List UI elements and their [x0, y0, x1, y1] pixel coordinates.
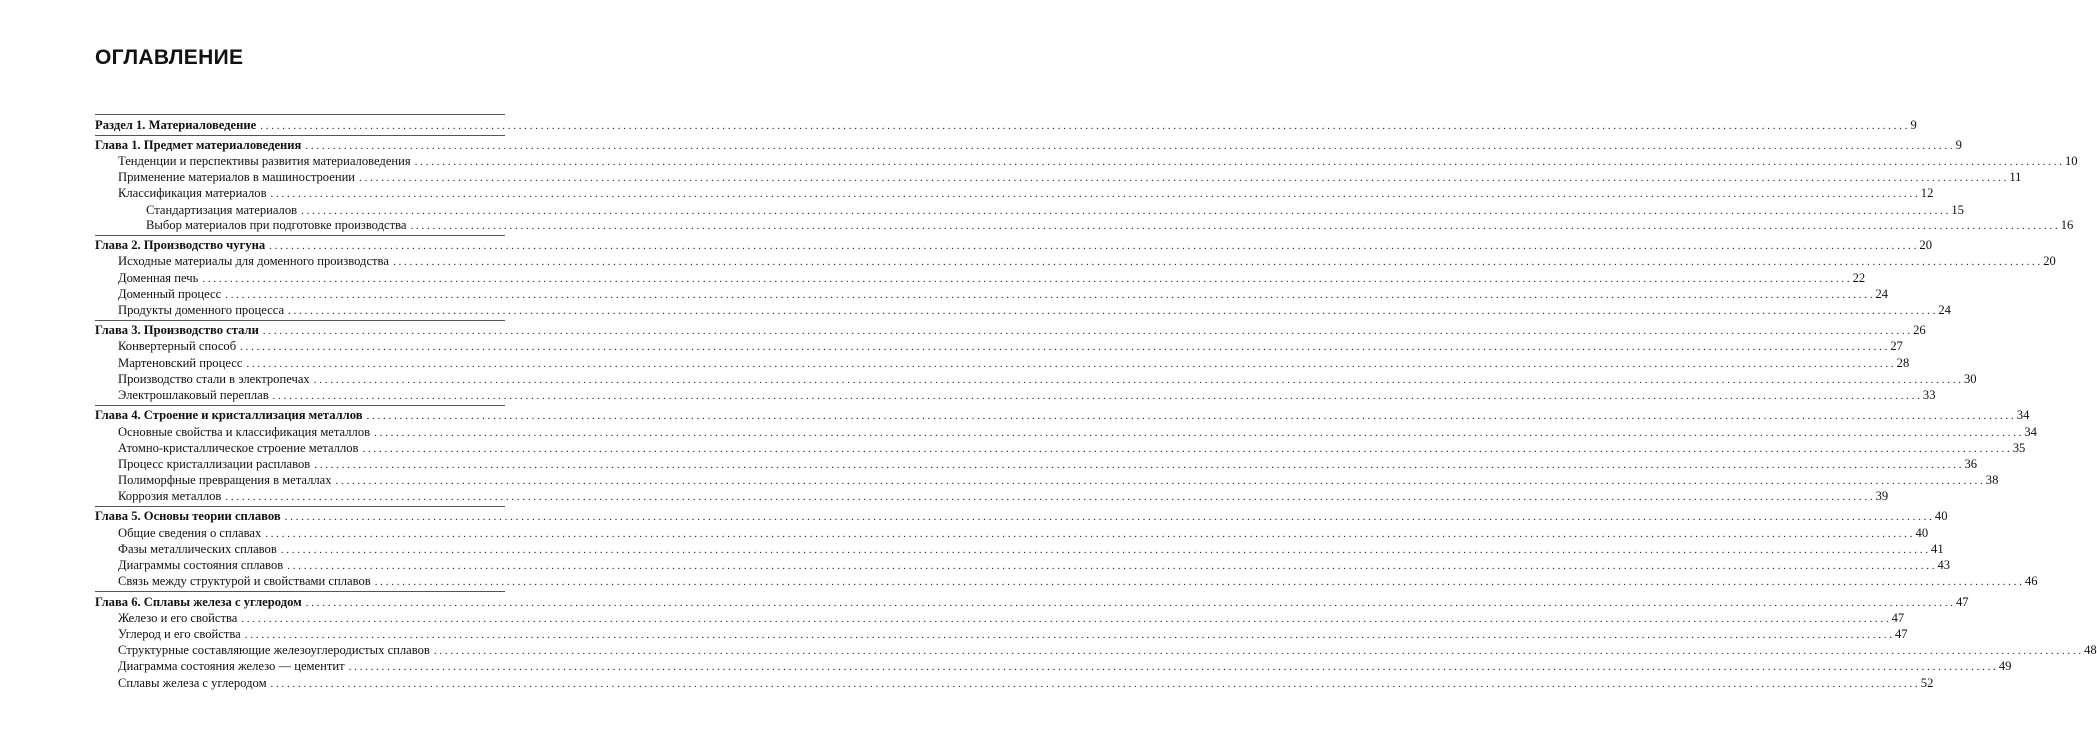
- toc-entry-title: Производство стали в электропечах: [118, 372, 310, 386]
- dot-leader: . . . . . . . . . . . . . . . . . . . . . . . . . . . . . . . . . . . . . . . . . . . . . . . . . . . . . . . . . . . . . . . . . . . . . . . . . . . . . . . . . . . . . . . . . . . . . . . . . . . . . . . . . . . . . . . . . . . . . . . . . . . . . . . . . . . . . . . . . . . . . . . . . . . . . . . . . . . . . . . . . . . . . . . . . . . . . . . . . . . . . . . . . . . . . . . . . . . . . . . . . . . . . . . . . . . . . . . . . . . . . . . . . . . . . . . . . . . . . . . . . . . . . . . . . . . . . . . . . . . . . . . . . . . . . . . . . . . . . . . . . . . . . . . . . . . . . . . . . . . .: [414, 156, 2062, 168]
- toc-entry-page: 10: [2064, 154, 2078, 168]
- toc-entry-title: Общие сведения о сплавах: [118, 526, 262, 540]
- toc-entry-page: 48: [2084, 643, 2097, 657]
- toc-entry-page: 30: [1963, 372, 1977, 386]
- toc-entry-page: 16: [2060, 218, 2074, 232]
- toc-entry-page: 27: [1890, 339, 1903, 353]
- dot-leader: . . . . . . . . . . . . . . . . . . . . . . . . . . . . . . . . . . . . . . . . . . . . . . . . . . . . . . . . . . . . . . . . . . . . . . . . . . . . . . . . . . . . . . . . . . . . . . . . . . . . . . . . . . . . . . . . . . . . . . . . . . . . . . . . . . . . . . . . . . . . . . . . . . . . . . . . . . . . . . . . . . . . . . . . . . . . . . . . . . . . . . . . . . . . . . . . . . . . . . . . . . . . . . . . . . . . . . . . . . . . . . . . . . . . . . . . . . . . . . . . . . . . . . . . . . . . . . . . . . . . . . . . . . . . . . . . . . . . . . . . . . . . . . . . . . . . . . . . . . . .: [374, 576, 2022, 588]
- toc-entry[interactable]: [118, 183, 1934, 201]
- toc-entry-title: Глава 3. Производство стали: [95, 323, 259, 337]
- toc-entry[interactable]: [118, 486, 1889, 504]
- dot-leader: . . . . . . . . . . . . . . . . . . . . . . . . . . . . . . . . . . . . . . . . . . . . . . . . . . . . . . . . . . . . . . . . . . . . . . . . . . . . . . . . . . . . . . . . . . . . . . . . . . . . . . . . . . . . . . . . . . . . . . . . . . . . . . . . . . . . . . . . . . . . . . . . . . . . . . . . . . . . . . . . . . . . . . . . . . . . . . . . . . . . . . . . . . . . . . . . . . . . . . . . . . . . . . . . . . . . . . . . . . . . . . . . . . . . . . . . . . . . . . . . . . . . . . . . . . . . . . . . . . . . . . . . . . . . . . . . . . . . . . . . . . . . . . . . . . . . . . . . . . . .: [284, 511, 1932, 523]
- dot-leader: . . . . . . . . . . . . . . . . . . . . . . . . . . . . . . . . . . . . . . . . . . . . . . . . . . . . . . . . . . . . . . . . . . . . . . . . . . . . . . . . . . . . . . . . . . . . . . . . . . . . . . . . . . . . . . . . . . . . . . . . . . . . . . . . . . . . . . . . . . . . . . . . . . . . . . . . . . . . . . . . . . . . . . . . . . . . . . . . . . . . . . . . . . . . . . . . . . . . . . . . . . . . . . . . . . . . . . . . . . . . . . . . . . . . . . . . . . . . . . . . . . . . . . . . . . . . . . . . . . . . . . . . . . . . . . . . . . . . . . . . . . . . . . . . . . . . . . . . . . . .: [392, 256, 2041, 268]
- toc-entry-page: 47: [1955, 595, 1969, 609]
- toc-entry[interactable]: [95, 506, 1948, 524]
- toc-entry-title: Раздел 1. Материаловедение: [95, 118, 257, 132]
- dot-leader: . . . . . . . . . . . . . . . . . . . . . . . . . . . . . . . . . . . . . . . . . . . . . . . . . . . . . . . . . . . . . . . . . . . . . . . . . . . . . . . . . . . . . . . . . . . . . . . . . . . . . . . . . . . . . . . . . . . . . . . . . . . . . . . . . . . . . . . . . . . . . . . . . . . . . . . . . . . . . . . . . . . . . . . . . . . . . . . . . . . . . . . . . . . . . . . . . . . . . . . . . . . . . . . . . . . . . . . . . . . . . . . . . . . . . . . . . . . . . . . . . . . . . . . . . . . . . . . . . . . . . . . . . . . . . . . . . . . . . . . . . . . . . . . . . . . . . . . . . . . .: [288, 305, 1936, 317]
- toc-entry-page: 28: [1896, 356, 1910, 370]
- toc-entry-page: 26: [1913, 323, 1926, 337]
- dot-leader: . . . . . . . . . . . . . . . . . . . . . . . . . . . . . . . . . . . . . . . . . . . . . . . . . . . . . . . . . . . . . . . . . . . . . . . . . . . . . . . . . . . . . . . . . . . . . . . . . . . . . . . . . . . . . . . . . . . . . . . . . . . . . . . . . . . . . . . . . . . . . . . . . . . . . . . . . . . . . . . . . . . . . . . . . . . . . . . . . . . . . . . . . . . . . . . . . . . . . . . . . . . . . . . . . . . . . . . . . . . . . . . . . . . . . . . . . . . . . . . . . . . . . . . . . . . . . . . . . . . . . . . . . . . . . . . . . . . . . . . . . . . . . . . . . . . . . . . . . . . .: [202, 273, 1850, 285]
- dot-leader: . . . . . . . . . . . . . . . . . . . . . . . . . . . . . . . . . . . . . . . . . . . . . . . . . . . . . . . . . . . . . . . . . . . . . . . . . . . . . . . . . . . . . . . . . . . . . . . . . . . . . . . . . . . . . . . . . . . . . . . . . . . . . . . . . . . . . . . . . . . . . . . . . . . . . . . . . . . . . . . . . . . . . . . . . . . . . . . . . . . . . . . . . . . . . . . . . . . . . . . . . . . . . . . . . . . . . . . . . . . . . . . . . . . . . . . . . . . . . . . . . . . . . . . . . . . . . . . . . . . . . . . . . . . . . . . . . . . . . . . . . . . . . . . . . . . . . . . . . . . .: [374, 427, 2022, 439]
- toc-entry-title: Глава 1. Предмет материаловедения: [95, 138, 302, 152]
- toc-entry-page: 43: [1937, 558, 1951, 572]
- dot-leader: . . . . . . . . . . . . . . . . . . . . . . . . . . . . . . . . . . . . . . . . . . . . . . . . . . . . . . . . . . . . . . . . . . . . . . . . . . . . . . . . . . . . . . . . . . . . . . . . . . . . . . . . . . . . . . . . . . . . . . . . . . . . . . . . . . . . . . . . . . . . . . . . . . . . . . . . . . . . . . . . . . . . . . . . . . . . . . . . . . . . . . . . . . . . . . . . . . . . . . . . . . . . . . . . . . . . . . . . . . . . . . . . . . . . . . . . . . . . . . . . . . . . . . . . . . . . . . . . . . . . . . . . . . . . . . . . . . . . . . . . . . . . . . . . . . . . . . . . . . . .: [314, 459, 1962, 471]
- toc-entry-title: Коррозия металлов: [118, 489, 222, 503]
- dot-leader: . . . . . . . . . . . . . . . . . . . . . . . . . . . . . . . . . . . . . . . . . . . . . . . . . . . . . . . . . . . . . . . . . . . . . . . . . . . . . . . . . . . . . . . . . . . . . . . . . . . . . . . . . . . . . . . . . . . . . . . . . . . . . . . . . . . . . . . . . . . . . . . . . . . . . . . . . . . . . . . . . . . . . . . . . . . . . . . . . . . . . . . . . . . . . . . . . . . . . . . . . . . . . . . . . . . . . . . . . . . . . . . . . . . . . . . . . . . . . . . . . . . . . . . . . . . . . . . . . . . . . . . . . . . . . . . . . . . . . . . . . . . . . . . . . . . . . . . . . . . .: [313, 374, 1961, 386]
- dot-leader: . . . . . . . . . . . . . . . . . . . . . . . . . . . . . . . . . . . . . . . . . . . . . . . . . . . . . . . . . . . . . . . . . . . . . . . . . . . . . . . . . . . . . . . . . . . . . . . . . . . . . . . . . . . . . . . . . . . . . . . . . . . . . . . . . . . . . . . . . . . . . . . . . . . . . . . . . . . . . . . . . . . . . . . . . . . . . . . . . . . . . . . . . . . . . . . . . . . . . . . . . . . . . . . . . . . . . . . . . . . . . . . . . . . . . . . . . . . . . . . . . . . . . . . . . . . . . . . . . . . . . . . . . . . . . . . . . . . . . . . . . . . . . . . . . . . . . . . . . . . .: [433, 645, 2082, 657]
- dot-leader: . . . . . . . . . . . . . . . . . . . . . . . . . . . . . . . . . . . . . . . . . . . . . . . . . . . . . . . . . . . . . . . . . . . . . . . . . . . . . . . . . . . . . . . . . . . . . . . . . . . . . . . . . . . . . . . . . . . . . . . . . . . . . . . . . . . . . . . . . . . . . . . . . . . . . . . . . . . . . . . . . . . . . . . . . . . . . . . . . . . . . . . . . . . . . . . . . . . . . . . . . . . . . . . . . . . . . . . . . . . . . . . . . . . . . . . . . . . . . . . . . . . . . . . . . . . . . . . . . . . . . . . . . . . . . . . . . . . . . . . . . . . . . . . . . . . . . . . . . . . .: [335, 475, 1983, 487]
- toc-entry[interactable]: [118, 336, 1903, 354]
- toc-entry-page: 9: [1955, 138, 1962, 152]
- toc-entry-page: 52: [1920, 676, 1934, 690]
- toc-entry-page: 36: [1964, 457, 1978, 471]
- toc-entry-title: Сплавы железа с углеродом: [118, 676, 267, 690]
- dot-leader: . . . . . . . . . . . . . . . . . . . . . . . . . . . . . . . . . . . . . . . . . . . . . . . . . . . . . . . . . . . . . . . . . . . . . . . . . . . . . . . . . . . . . . . . . . . . . . . . . . . . . . . . . . . . . . . . . . . . . . . . . . . . . . . . . . . . . . . . . . . . . . . . . . . . . . . . . . . . . . . . . . . . . . . . . . . . . . . . . . . . . . . . . . . . . . . . . . . . . . . . . . . . . . . . . . . . . . . . . . . . . . . . . . . . . . . . . . . . . . . . . . . . . . . . . . . . . . . . . . . . . . . . . . . . . . . . . . . . . . . . . . . . . . . . . . . . . . . . . . . .: [348, 661, 1996, 673]
- toc-entry-title: Мартеновский процесс: [118, 356, 243, 370]
- dot-leader: . . . . . . . . . . . . . . . . . . . . . . . . . . . . . . . . . . . . . . . . . . . . . . . . . . . . . . . . . . . . . . . . . . . . . . . . . . . . . . . . . . . . . . . . . . . . . . . . . . . . . . . . . . . . . . . . . . . . . . . . . . . . . . . . . . . . . . . . . . . . . . . . . . . . . . . . . . . . . . . . . . . . . . . . . . . . . . . . . . . . . . . . . . . . . . . . . . . . . . . . . . . . . . . . . . . . . . . . . . . . . . . . . . . . . . . . . . . . . . . . . . . . . . . . . . . . . . . . . . . . . . . . . . . . . . . . . . . . . . . . . . . . . . . . . . . . . . . . . . . .: [244, 629, 1892, 641]
- toc-entry-page: 47: [1891, 611, 1905, 625]
- toc-entry-title: Доменный процесс: [118, 287, 222, 301]
- toc-entry[interactable]: [118, 571, 2038, 589]
- dot-leader: . . . . . . . . . . . . . . . . . . . . . . . . . . . . . . . . . . . . . . . . . . . . . . . . . . . . . . . . . . . . . . . . . . . . . . . . . . . . . . . . . . . . . . . . . . . . . . . . . . . . . . . . . . . . . . . . . . . . . . . . . . . . . . . . . . . . . . . . . . . . . . . . . . . . . . . . . . . . . . . . . . . . . . . . . . . . . . . . . . . . . . . . . . . . . . . . . . . . . . . . . . . . . . . . . . . . . . . . . . . . . . . . . . . . . . . . . . . . . . . . . . . . . . . . . . . . . . . . . . . . . . . . . . . . . . . . . . . . . . . . . . . . . . . . . . . . . . . . . . . .: [272, 390, 1920, 402]
- dot-leader: . . . . . . . . . . . . . . . . . . . . . . . . . . . . . . . . . . . . . . . . . . . . . . . . . . . . . . . . . . . . . . . . . . . . . . . . . . . . . . . . . . . . . . . . . . . . . . . . . . . . . . . . . . . . . . . . . . . . . . . . . . . . . . . . . . . . . . . . . . . . . . . . . . . . . . . . . . . . . . . . . . . . . . . . . . . . . . . . . . . . . . . . . . . . . . . . . . . . . . . . . . . . . . . . . . . . . . . . . . . . . . . . . . . . . . . . . . . . . . . . . . . . . . . . . . . . . . . . . . . . . . . . . . . . . . . . . . . . . . . . . . . . . . . . . . . . . . . . . . . .: [301, 205, 1949, 217]
- toc-entry-title: Основные свойства и классификация металлов: [118, 425, 371, 439]
- dot-leader: . . . . . . . . . . . . . . . . . . . . . . . . . . . . . . . . . . . . . . . . . . . . . . . . . . . . . . . . . . . . . . . . . . . . . . . . . . . . . . . . . . . . . . . . . . . . . . . . . . . . . . . . . . . . . . . . . . . . . . . . . . . . . . . . . . . . . . . . . . . . . . . . . . . . . . . . . . . . . . . . . . . . . . . . . . . . . . . . . . . . . . . . . . . . . . . . . . . . . . . . . . . . . . . . . . . . . . . . . . . . . . . . . . . . . . . . . . . . . . . . . . . . . . . . . . . . . . . . . . . . . . . . . . . . . . . . . . . . . . . . . . . . . . . . . . . . . . . . . . . .: [287, 560, 1935, 572]
- toc-entry-title: Фазы металлических сплавов: [118, 542, 277, 556]
- toc-entry-page: 33: [1922, 388, 1936, 402]
- toc-entry-page: 39: [1875, 489, 1889, 503]
- dot-leader: . . . . . . . . . . . . . . . . . . . . . . . . . . . . . . . . . . . . . . . . . . . . . . . . . . . . . . . . . . . . . . . . . . . . . . . . . . . . . . . . . . . . . . . . . . . . . . . . . . . . . . . . . . . . . . . . . . . . . . . . . . . . . . . . . . . . . . . . . . . . . . . . . . . . . . . . . . . . . . . . . . . . . . . . . . . . . . . . . . . . . . . . . . . . . . . . . . . . . . . . . . . . . . . . . . . . . . . . . . . . . . . . . . . . . . . . . . . . . . . . . . . . . . . . . . . . . . . . . . . . . . . . . . . . . . . . . . . . . . . . . . . . . . . . . . . . . . . . . . . .: [305, 597, 1953, 609]
- toc-entry-page: 46: [2024, 574, 2038, 588]
- toc-entry-title: Глава 2. Производство чугуна: [95, 238, 266, 252]
- toc-entry-title: Исходные материалы для доменного производства: [118, 254, 389, 268]
- toc-entry[interactable]: [95, 405, 2030, 423]
- dot-leader: . . . . . . . . . . . . . . . . . . . . . . . . . . . . . . . . . . . . . . . . . . . . . . . . . . . . . . . . . . . . . . . . . . . . . . . . . . . . . . . . . . . . . . . . . . . . . . . . . . . . . . . . . . . . . . . . . . . . . . . . . . . . . . . . . . . . . . . . . . . . . . . . . . . . . . . . . . . . . . . . . . . . . . . . . . . . . . . . . . . . . . . . . . . . . . . . . . . . . . . . . . . . . . . . . . . . . . . . . . . . . . . . . . . . . . . . . . . . . . . . . . . . . . . . . . . . . . . . . . . . . . . . . . . . . . . . . . . . . . . . . . . . . . . . . . . . . . . . . . . .: [241, 613, 1889, 625]
- toc-entry-page: 34: [2024, 425, 2037, 439]
- toc-entry-page: 24: [1938, 303, 1951, 317]
- toc-entry-page: 35: [2012, 441, 2026, 455]
- dot-leader: . . . . . . . . . . . . . . . . . . . . . . . . . . . . . . . . . . . . . . . . . . . . . . . . . . . . . . . . . . . . . . . . . . . . . . . . . . . . . . . . . . . . . . . . . . . . . . . . . . . . . . . . . . . . . . . . . . . . . . . . . . . . . . . . . . . . . . . . . . . . . . . . . . . . . . . . . . . . . . . . . . . . . . . . . . . . . . . . . . . . . . . . . . . . . . . . . . . . . . . . . . . . . . . . . . . . . . . . . . . . . . . . . . . . . . . . . . . . . . . . . . . . . . . . . . . . . . . . . . . . . . . . . . . . . . . . . . . . . . . . . . . . . . . . . . . . . . . . . . . .: [362, 443, 2010, 455]
- toc-entry-title: Глава 6. Сплавы железа с углеродом: [95, 595, 302, 609]
- toc-entry-page: 34: [2016, 408, 2030, 422]
- toc-entry-title: Стандартизация материалов: [146, 203, 298, 217]
- toc-entry-title: Применение материалов в машиностроении: [118, 170, 356, 184]
- page-title: ОГЛАВЛЕНИЕ: [95, 46, 244, 69]
- dot-leader: . . . . . . . . . . . . . . . . . . . . . . . . . . . . . . . . . . . . . . . . . . . . . . . . . . . . . . . . . . . . . . . . . . . . . . . . . . . . . . . . . . . . . . . . . . . . . . . . . . . . . . . . . . . . . . . . . . . . . . . . . . . . . . . . . . . . . . . . . . . . . . . . . . . . . . . . . . . . . . . . . . . . . . . . . . . . . . . . . . . . . . . . . . . . . . . . . . . . . . . . . . . . . . . . . . . . . . . . . . . . . . . . . . . . . . . . . . . . . . . . . . . . . . . . . . . . . . . . . . . . . . . . . . . . . . . . . . . . . . . . . . . . . . . . . . . . . . . . . . . .: [270, 678, 1918, 690]
- toc-entry-title: Железо и его свойства: [118, 611, 238, 625]
- toc-entry-page: 49: [1998, 659, 2012, 673]
- toc-entry[interactable]: [118, 251, 2056, 269]
- toc-entry-title: Атомно-кристаллическое строение металлов: [118, 441, 359, 455]
- toc-entry-page: 47: [1894, 627, 1908, 641]
- toc-entry-title: Продукты доменного процесса: [118, 303, 285, 317]
- toc-entry-title: Тенденции и перспективы развития материаловедения: [118, 154, 411, 168]
- dot-leader: . . . . . . . . . . . . . . . . . . . . . . . . . . . . . . . . . . . . . . . . . . . . . . . . . . . . . . . . . . . . . . . . . . . . . . . . . . . . . . . . . . . . . . . . . . . . . . . . . . . . . . . . . . . . . . . . . . . . . . . . . . . . . . . . . . . . . . . . . . . . . . . . . . . . . . . . . . . . . . . . . . . . . . . . . . . . . . . . . . . . . . . . . . . . . . . . . . . . . . . . . . . . . . . . . . . . . . . . . . . . . . . . . . . . . . . . . . . . . . . . . . . . . . . . . . . . . . . . . . . . . . . . . . . . . . . . . . . . . . . . . . . . . . . . . . . . . . . . . . . .: [270, 188, 1918, 200]
- toc-entry-title: Полиморфные превращения в металлах: [118, 473, 332, 487]
- dot-leader: . . . . . . . . . . . . . . . . . . . . . . . . . . . . . . . . . . . . . . . . . . . . . . . . . . . . . . . . . . . . . . . . . . . . . . . . . . . . . . . . . . . . . . . . . . . . . . . . . . . . . . . . . . . . . . . . . . . . . . . . . . . . . . . . . . . . . . . . . . . . . . . . . . . . . . . . . . . . . . . . . . . . . . . . . . . . . . . . . . . . . . . . . . . . . . . . . . . . . . . . . . . . . . . . . . . . . . . . . . . . . . . . . . . . . . . . . . . . . . . . . . . . . . . . . . . . . . . . . . . . . . . . . . . . . . . . . . . . . . . . . . . . . . . . . . . . . . . . . . . .: [366, 410, 2014, 422]
- toc-entry[interactable]: [118, 673, 1934, 691]
- dot-leader: . . . . . . . . . . . . . . . . . . . . . . . . . . . . . . . . . . . . . . . . . . . . . . . . . . . . . . . . . . . . . . . . . . . . . . . . . . . . . . . . . . . . . . . . . . . . . . . . . . . . . . . . . . . . . . . . . . . . . . . . . . . . . . . . . . . . . . . . . . . . . . . . . . . . . . . . . . . . . . . . . . . . . . . . . . . . . . . . . . . . . . . . . . . . . . . . . . . . . . . . . . . . . . . . . . . . . . . . . . . . . . . . . . . . . . . . . . . . . . . . . . . . . . . . . . . . . . . . . . . . . . . . . . . . . . . . . . . . . . . . . . . . . . . . . . . . . . . . . . . .: [225, 289, 1873, 301]
- toc-entry-title: Глава 4. Строение и кристаллизация металлов: [95, 408, 363, 422]
- toc-entry-title: Структурные составляющие железоуглеродистых сплавов: [118, 643, 430, 657]
- toc-entry[interactable]: [95, 115, 1917, 133]
- toc-entry-title: Глава 5. Основы теории сплавов: [95, 509, 281, 523]
- dot-leader: . . . . . . . . . . . . . . . . . . . . . . . . . . . . . . . . . . . . . . . . . . . . . . . . . . . . . . . . . . . . . . . . . . . . . . . . . . . . . . . . . . . . . . . . . . . . . . . . . . . . . . . . . . . . . . . . . . . . . . . . . . . . . . . . . . . . . . . . . . . . . . . . . . . . . . . . . . . . . . . . . . . . . . . . . . . . . . . . . . . . . . . . . . . . . . . . . . . . . . . . . . . . . . . . . . . . . . . . . . . . . . . . . . . . . . . . . . . . . . . . . . . . . . . . . . . . . . . . . . . . . . . . . . . . . . . . . . . . . . . . . . . . . . . . . . . . . . . . . . . .: [305, 140, 1953, 152]
- dot-leader: . . . . . . . . . . . . . . . . . . . . . . . . . . . . . . . . . . . . . . . . . . . . . . . . . . . . . . . . . . . . . . . . . . . . . . . . . . . . . . . . . . . . . . . . . . . . . . . . . . . . . . . . . . . . . . . . . . . . . . . . . . . . . . . . . . . . . . . . . . . . . . . . . . . . . . . . . . . . . . . . . . . . . . . . . . . . . . . . . . . . . . . . . . . . . . . . . . . . . . . . . . . . . . . . . . . . . . . . . . . . . . . . . . . . . . . . . . . . . . . . . . . . . . . . . . . . . . . . . . . . . . . . . . . . . . . . . . . . . . . . . . . . . . . . . . . . . . . . . . . .: [280, 544, 1929, 556]
- toc-entry-title: Конвертерный способ: [118, 339, 237, 353]
- toc-entry-page: 40: [1915, 526, 1929, 540]
- toc-entry-title: Связь между структурой и свойствами сплавов: [118, 574, 371, 588]
- toc-entry-page: 11: [2009, 170, 2022, 184]
- toc-entry-title: Классификация материалов: [118, 186, 267, 200]
- toc-entry-page: 40: [1934, 509, 1948, 523]
- dot-leader: . . . . . . . . . . . . . . . . . . . . . . . . . . . . . . . . . . . . . . . . . . . . . . . . . . . . . . . . . . . . . . . . . . . . . . . . . . . . . . . . . . . . . . . . . . . . . . . . . . . . . . . . . . . . . . . . . . . . . . . . . . . . . . . . . . . . . . . . . . . . . . . . . . . . . . . . . . . . . . . . . . . . . . . . . . . . . . . . . . . . . . . . . . . . . . . . . . . . . . . . . . . . . . . . . . . . . . . . . . . . . . . . . . . . . . . . . . . . . . . . . . . . . . . . . . . . . . . . . . . . . . . . . . . . . . . . . . . . . . . . . . . . . . . . . . . . . . . . . . . .: [269, 240, 1917, 252]
- toc-entry-page: 9: [1910, 118, 1917, 132]
- dot-leader: . . . . . . . . . . . . . . . . . . . . . . . . . . . . . . . . . . . . . . . . . . . . . . . . . . . . . . . . . . . . . . . . . . . . . . . . . . . . . . . . . . . . . . . . . . . . . . . . . . . . . . . . . . . . . . . . . . . . . . . . . . . . . . . . . . . . . . . . . . . . . . . . . . . . . . . . . . . . . . . . . . . . . . . . . . . . . . . . . . . . . . . . . . . . . . . . . . . . . . . . . . . . . . . . . . . . . . . . . . . . . . . . . . . . . . . . . . . . . . . . . . . . . . . . . . . . . . . . . . . . . . . . . . . . . . . . . . . . . . . . . . . . . . . . . . . . . . . . . . . .: [262, 325, 1911, 337]
- toc-entry[interactable]: [118, 300, 1951, 318]
- dot-leader: . . . . . . . . . . . . . . . . . . . . . . . . . . . . . . . . . . . . . . . . . . . . . . . . . . . . . . . . . . . . . . . . . . . . . . . . . . . . . . . . . . . . . . . . . . . . . . . . . . . . . . . . . . . . . . . . . . . . . . . . . . . . . . . . . . . . . . . . . . . . . . . . . . . . . . . . . . . . . . . . . . . . . . . . . . . . . . . . . . . . . . . . . . . . . . . . . . . . . . . . . . . . . . . . . . . . . . . . . . . . . . . . . . . . . . . . . . . . . . . . . . . . . . . . . . . . . . . . . . . . . . . . . . . . . . . . . . . . . . . . . . . . . . . . . . . . . . . . . . . .: [246, 358, 1894, 370]
- toc-entry[interactable]: [118, 656, 2012, 674]
- toc-entry-page: 41: [1931, 542, 1944, 556]
- dot-leader: . . . . . . . . . . . . . . . . . . . . . . . . . . . . . . . . . . . . . . . . . . . . . . . . . . . . . . . . . . . . . . . . . . . . . . . . . . . . . . . . . . . . . . . . . . . . . . . . . . . . . . . . . . . . . . . . . . . . . . . . . . . . . . . . . . . . . . . . . . . . . . . . . . . . . . . . . . . . . . . . . . . . . . . . . . . . . . . . . . . . . . . . . . . . . . . . . . . . . . . . . . . . . . . . . . . . . . . . . . . . . . . . . . . . . . . . . . . . . . . . . . . . . . . . . . . . . . . . . . . . . . . . . . . . . . . . . . . . . . . . . . . . . . . . . . . . . . . . . . . .: [260, 120, 1908, 132]
- toc-entry[interactable]: [146, 215, 2074, 233]
- toc-entry-title: Диаграмма состояния железо — цементит: [118, 659, 345, 673]
- dot-leader: . . . . . . . . . . . . . . . . . . . . . . . . . . . . . . . . . . . . . . . . . . . . . . . . . . . . . . . . . . . . . . . . . . . . . . . . . . . . . . . . . . . . . . . . . . . . . . . . . . . . . . . . . . . . . . . . . . . . . . . . . . . . . . . . . . . . . . . . . . . . . . . . . . . . . . . . . . . . . . . . . . . . . . . . . . . . . . . . . . . . . . . . . . . . . . . . . . . . . . . . . . . . . . . . . . . . . . . . . . . . . . . . . . . . . . . . . . . . . . . . . . . . . . . . . . . . . . . . . . . . . . . . . . . . . . . . . . . . . . . . . . . . . . . . . . . . . . . . . . . .: [359, 172, 2007, 184]
- toc-entry-page: 12: [1920, 186, 1934, 200]
- toc-entry-title: Доменная печь: [118, 271, 199, 285]
- toc-entry-page: 24: [1875, 287, 1889, 301]
- toc-entry-title: Электрошлаковый переплав: [118, 388, 269, 402]
- toc-entry-page: 20: [1919, 238, 1932, 252]
- dot-leader: . . . . . . . . . . . . . . . . . . . . . . . . . . . . . . . . . . . . . . . . . . . . . . . . . . . . . . . . . . . . . . . . . . . . . . . . . . . . . . . . . . . . . . . . . . . . . . . . . . . . . . . . . . . . . . . . . . . . . . . . . . . . . . . . . . . . . . . . . . . . . . . . . . . . . . . . . . . . . . . . . . . . . . . . . . . . . . . . . . . . . . . . . . . . . . . . . . . . . . . . . . . . . . . . . . . . . . . . . . . . . . . . . . . . . . . . . . . . . . . . . . . . . . . . . . . . . . . . . . . . . . . . . . . . . . . . . . . . . . . . . . . . . . . . . . . . . . . . . . . .: [225, 491, 1873, 503]
- dot-leader: . . . . . . . . . . . . . . . . . . . . . . . . . . . . . . . . . . . . . . . . . . . . . . . . . . . . . . . . . . . . . . . . . . . . . . . . . . . . . . . . . . . . . . . . . . . . . . . . . . . . . . . . . . . . . . . . . . . . . . . . . . . . . . . . . . . . . . . . . . . . . . . . . . . . . . . . . . . . . . . . . . . . . . . . . . . . . . . . . . . . . . . . . . . . . . . . . . . . . . . . . . . . . . . . . . . . . . . . . . . . . . . . . . . . . . . . . . . . . . . . . . . . . . . . . . . . . . . . . . . . . . . . . . . . . . . . . . . . . . . . . . . . . . . . . . . . . . . . . . . .: [265, 528, 1913, 540]
- toc-entry-page: 38: [1985, 473, 1999, 487]
- toc-entry-title: Углерод и его свойства: [118, 627, 241, 641]
- toc-entry-page: 22: [1852, 271, 1866, 285]
- dot-leader: . . . . . . . . . . . . . . . . . . . . . . . . . . . . . . . . . . . . . . . . . . . . . . . . . . . . . . . . . . . . . . . . . . . . . . . . . . . . . . . . . . . . . . . . . . . . . . . . . . . . . . . . . . . . . . . . . . . . . . . . . . . . . . . . . . . . . . . . . . . . . . . . . . . . . . . . . . . . . . . . . . . . . . . . . . . . . . . . . . . . . . . . . . . . . . . . . . . . . . . . . . . . . . . . . . . . . . . . . . . . . . . . . . . . . . . . . . . . . . . . . . . . . . . . . . . . . . . . . . . . . . . . . . . . . . . . . . . . . . . . . . . . . . . . . . . . . . . . . . . .: [240, 341, 1888, 353]
- toc-entry[interactable]: [118, 385, 1936, 403]
- dot-leader: . . . . . . . . . . . . . . . . . . . . . . . . . . . . . . . . . . . . . . . . . . . . . . . . . . . . . . . . . . . . . . . . . . . . . . . . . . . . . . . . . . . . . . . . . . . . . . . . . . . . . . . . . . . . . . . . . . . . . . . . . . . . . . . . . . . . . . . . . . . . . . . . . . . . . . . . . . . . . . . . . . . . . . . . . . . . . . . . . . . . . . . . . . . . . . . . . . . . . . . . . . . . . . . . . . . . . . . . . . . . . . . . . . . . . . . . . . . . . . . . . . . . . . . . . . . . . . . . . . . . . . . . . . . . . . . . . . . . . . . . . . . . . . . . . . . . . . . . . . . .: [410, 220, 2058, 232]
- toc-entry-title: Выбор материалов при подготовке производства: [146, 218, 407, 232]
- toc-entry-title: Процесс кристаллизации расплавов: [118, 457, 311, 471]
- toc-entry-page: 20: [2043, 254, 2056, 268]
- toc-entry-title: Диаграммы состояния сплавов: [118, 558, 284, 572]
- toc-entry-page: 15: [1951, 203, 1964, 217]
